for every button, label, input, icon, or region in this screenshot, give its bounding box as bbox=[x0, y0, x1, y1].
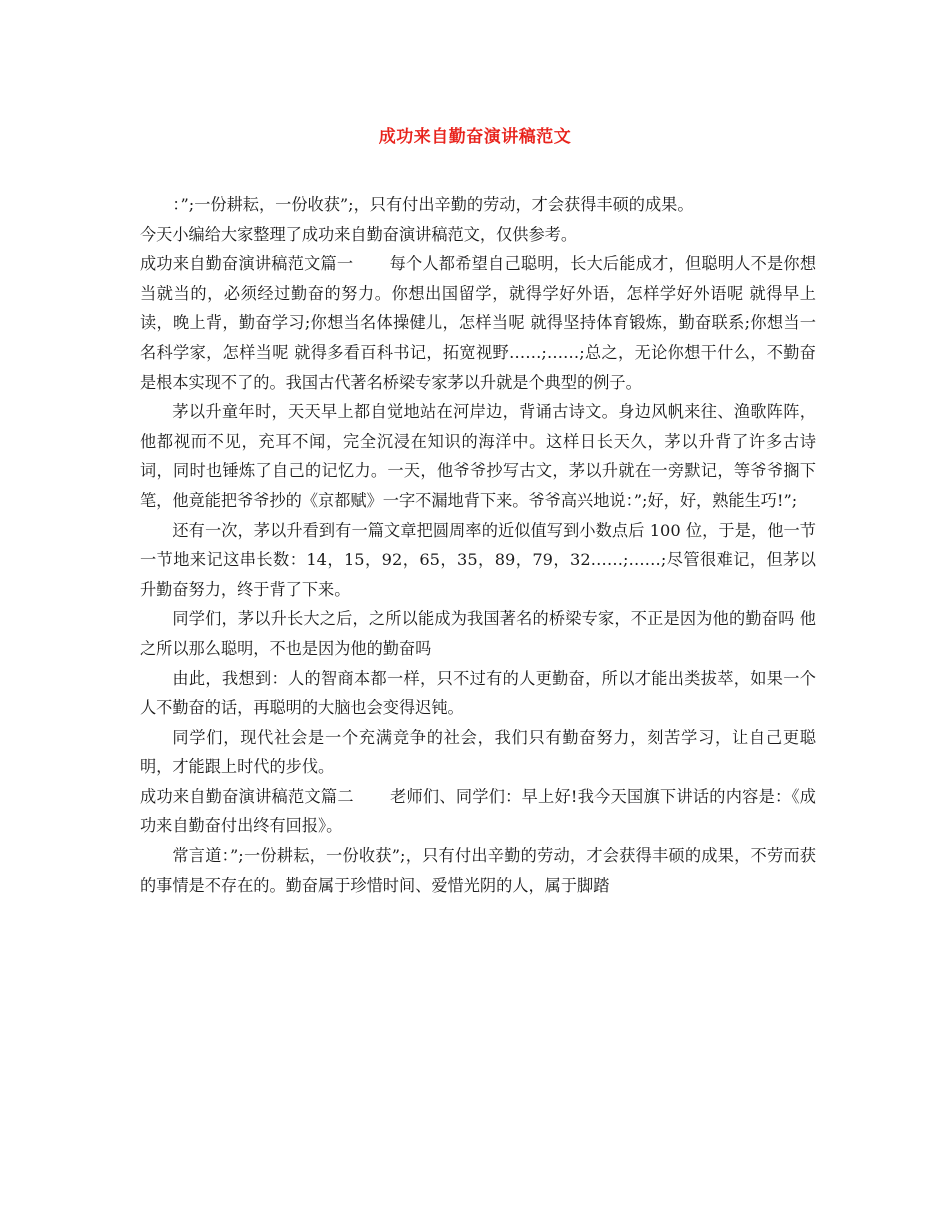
section-1-lead: 每个人都希望自己聪明，长大后能成才，但聪明人不是你想当就当的，必须经过勤奋的努力。你想出国留学，就得学好外语，怎样学好外语呢 就得早上读，晚上背，勤奋学习;你想当名体操健儿，怎样当呢 就得坚持体育锻炼，勤奋联系;你想当一名科学家，怎样当呢 就得多看百科书记，拓宽视野……;……;总之，无论你想干什么，不勤奋是根本实现不了的。我国古代著名桥梁专家茅以升就是个典型的例子。 bbox=[140, 254, 817, 392]
section-2-lead: 老师们、同学们：早上好!我今天国旗下讲话的内容是：《成功来自勤奋付出终有回报》。 bbox=[140, 786, 816, 836]
section-1-paragraph-2: 还有一次，茅以升看到有一篇文章把圆周率的近似值写到小数点后 100 位，于是，他一节一节地来记这串长数：14，15，92，65，35，89，79，32……;……;尽管很难记，但茅以升勤奋努力，终于背了下来。 bbox=[140, 520, 816, 599]
section-2-heading: 成功来自勤奋演讲稿范文篇二 bbox=[140, 786, 354, 806]
section-1-paragraph bbox=[140, 249, 816, 397]
section-1-paragraph-5: 同学们，现代社会是一个充满竞争的社会，我们只有勤奋努力，刻苦学习，让自己更聪明，才能跟上时代的步伐。 bbox=[140, 727, 816, 777]
intro-paragraph-1: ：”;一份耕耘，一份收获”;，只有付出辛勤的劳动，才会获得丰硕的成果。 bbox=[172, 195, 694, 214]
section-1-paragraph-4: 由此，我想到：人的智商本都一样，只不过有的人更勤奋，所以才能出类拔萃，如果一个人不勤奋的话，再聪明的大脑也会变得迟钝。 bbox=[140, 668, 816, 718]
intro-paragraph-2: 今天小编给大家整理了成功来自勤奋演讲稿范文，仅供参考。 bbox=[140, 224, 578, 244]
document-body bbox=[140, 190, 816, 900]
section-1-heading: 成功来自勤奋演讲稿范文篇一 bbox=[140, 254, 354, 274]
section-2-paragraph-1: 常言道：”;一份耕耘，一份收获”;，只有付出辛勤的劳动，才会获得丰硕的成果，不劳而获的事情是不存在的。勤奋属于珍惜时间、爱惜光阴的人，属于脚踏 bbox=[140, 846, 816, 895]
section-1-paragraph-3: 同学们，茅以升长大之后，之所以能成为我国著名的桥梁专家，不正是因为他的勤奋吗 他之所以那么聪明，不也是因为他的勤奋吗 bbox=[140, 609, 816, 658]
document-title: 成功来自勤奋演讲稿范文 bbox=[378, 127, 572, 147]
section-1-paragraph-1: 茅以升童年时，天天早上都自觉地站在河岸边，背诵古诗文。身边风帆来往、渔歌阵阵，他都视而不见，充耳不闻，完全沉浸在知识的海洋中。这样日长天久，茅以升背了许多古诗词，同时也锤炼了自己的记忆力。一天，他爷爷抄写古文，茅以升就在一旁默记，等爷爷搁下笔，他竟能把爷爷抄的《京都赋》一字不漏地背下来。爷爷高兴地说：”;好，好，熟能生巧!”; bbox=[140, 402, 816, 510]
section-2-paragraph bbox=[140, 782, 816, 841]
